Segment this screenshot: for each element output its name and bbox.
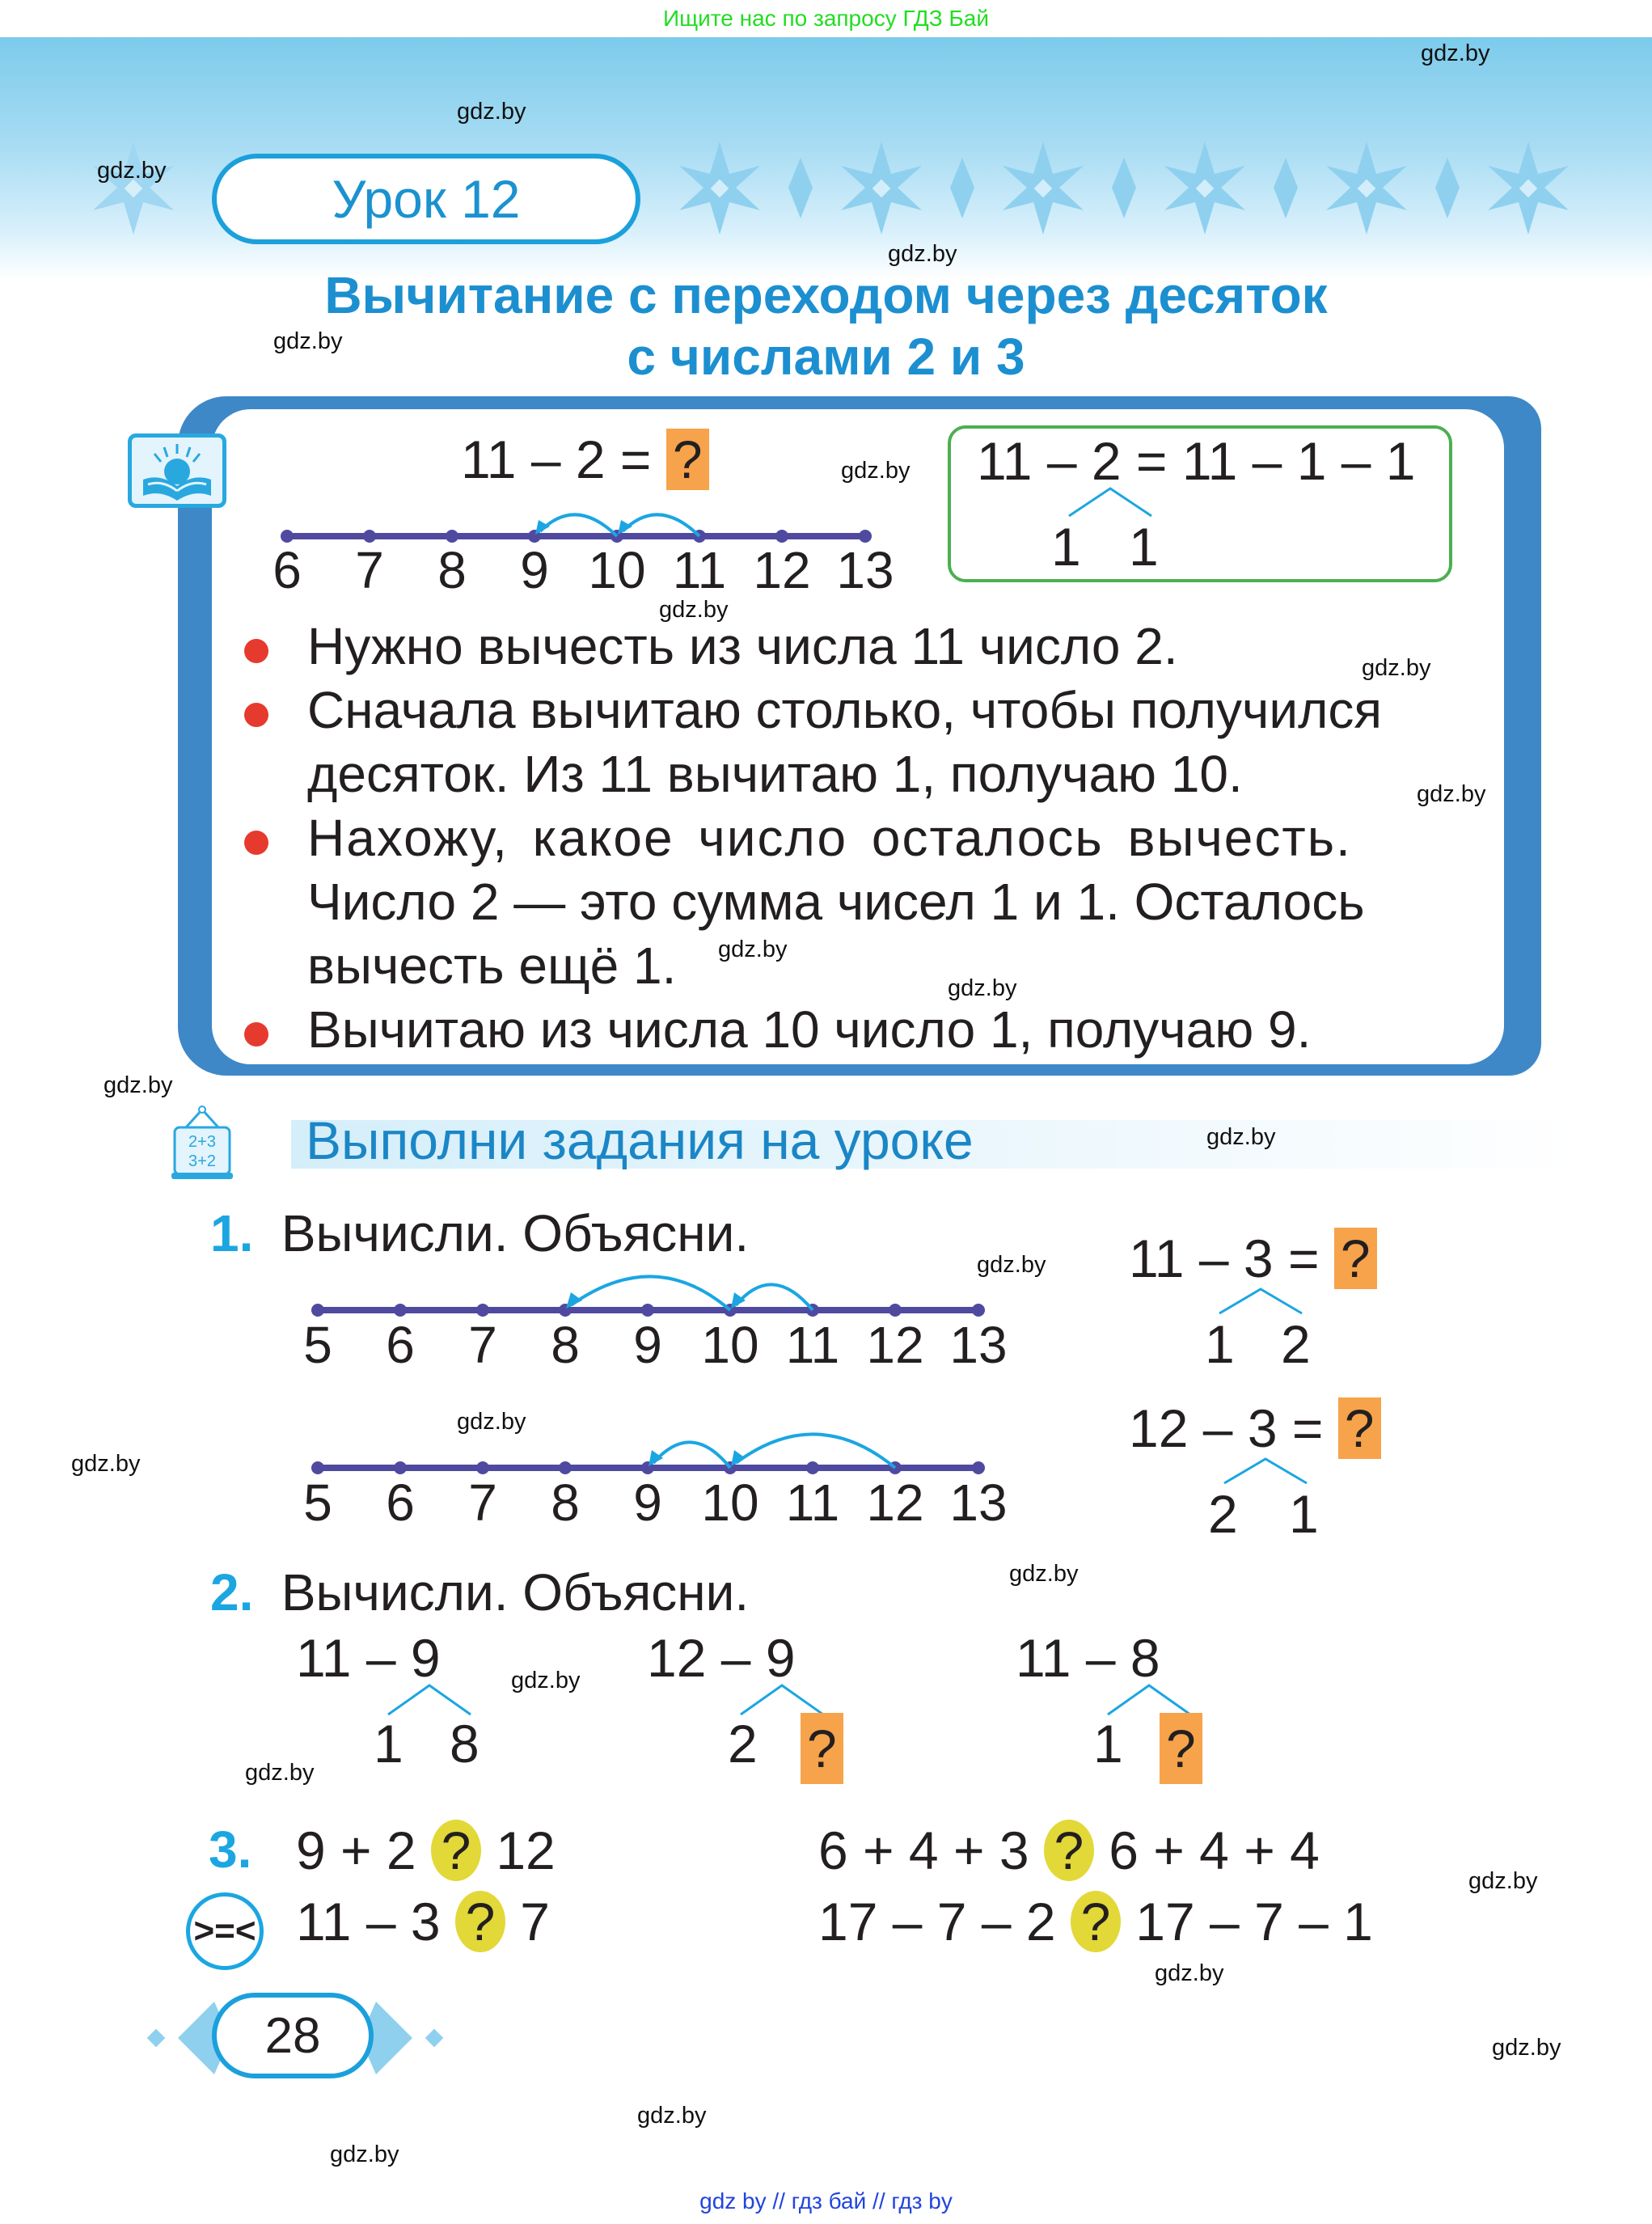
tick-label: 6 [273,541,302,599]
watermark: gdz.by [245,1760,315,1786]
number-line-rule [275,497,889,546]
tick-label: 8 [437,541,467,599]
equals: = [1291,1398,1324,1458]
bullet-text: Нахожу, какое число осталось вычесть. [307,809,1352,867]
tick-label: 10 [588,541,646,599]
watermark: gdz.by [1009,1561,1079,1587]
tick-label: 11 [785,1474,840,1532]
rule-bullets [234,615,1504,1062]
page-number [212,1993,374,2078]
operator: – [1085,1628,1116,1688]
top-banner [0,0,1652,37]
compare-signs-text: >=< [193,1911,256,1951]
compare-right: 6 + 4 + 4 [1109,1820,1320,1880]
page-number-text: 28 [264,2007,321,2064]
watermark: gdz.by [1206,1124,1276,1150]
bullet-item [234,998,1504,1062]
split-branch-icon [1221,1456,1310,1485]
task2-item-2 [647,1627,796,1689]
compare-right: 17 – 7 – 1 [1135,1892,1373,1951]
tick-label: 5 [303,1474,332,1532]
folk-ornament-band-icon [671,142,1577,235]
watermark: gdz.by [97,158,167,184]
operand: 3 [1247,1398,1278,1458]
watermark: gdz.by [718,937,788,962]
compare-row-4 [818,1891,1373,1952]
task2-item1-part-1: 1 [374,1714,403,1774]
watermark: gdz.by [457,99,526,125]
sun-book-icon [128,433,226,508]
task2-item-3 [1016,1627,1160,1689]
task1-eq1-part-1: 1 [1205,1314,1235,1374]
tick-label: 6 [386,1316,415,1374]
banner-text: Ищите нас по запросу ГДЗ Бай [662,6,990,31]
compare-row-2 [296,1891,550,1952]
operator: – [720,1628,751,1688]
split-branch-icon [1066,485,1155,518]
bullet-dot-icon [244,703,268,727]
tick-label: 12 [866,1316,924,1374]
tick-label: 7 [468,1474,497,1532]
bullet-text: Число 2 — это сумма чисел 1 и 1. Осталось [307,873,1365,931]
task2-item1-part-2: 8 [450,1714,480,1774]
watermark: gdz.by [330,2142,399,2167]
task-number: 2. [210,1563,254,1621]
tick-label: 10 [701,1316,759,1374]
compare-placeholder[interactable]: ? [1044,1820,1094,1881]
task1-eq2-part-1: 2 [1208,1484,1238,1544]
watermark: gdz.by [511,1668,581,1693]
watermark: gdz.by [659,597,729,623]
operand: 3 [1243,1228,1274,1288]
operator: – [1202,1398,1233,1458]
board-icon [170,1105,234,1182]
watermark: gdz.by [1468,1868,1538,1894]
tick-label: 9 [633,1316,662,1374]
watermark: gdz.by [273,328,343,354]
task2-item2-part-2[interactable] [801,1713,843,1784]
bullet-item [234,806,1504,998]
task-2-header [210,1562,749,1622]
tick-label: 6 [386,1474,415,1532]
operand: 12 [647,1628,707,1688]
decomposition-part-1: 1 [1051,517,1081,577]
tick-label: 8 [551,1474,580,1532]
page-title-line-2: с числами 2 и 3 [627,328,1025,386]
task-instruction: Вычисли. Объясни. [281,1204,750,1262]
task1-equation-1 [1129,1228,1377,1289]
compare-placeholder[interactable]: ? [1071,1891,1121,1952]
rule-equation [461,429,709,490]
watermark: gdz.by [1417,781,1486,807]
operand: 11 [1129,1228,1185,1288]
lesson-label-text: Урок 12 [332,169,521,229]
tick-label: 11 [785,1316,840,1374]
split-branch-icon [1216,1286,1305,1315]
compare-left: 9 + 2 [296,1820,416,1880]
number-line-task1-b [307,1411,987,1476]
watermark: gdz.by [71,1451,141,1477]
compare-right: 7 [520,1892,551,1951]
tick-label: 9 [520,541,549,599]
tick-label: 8 [551,1316,580,1374]
compare-right: 12 [496,1820,556,1880]
compare-row-3 [818,1820,1320,1881]
number-line-task1-a-labels [303,1315,1008,1380]
answer-placeholder[interactable]: ? [1334,1228,1377,1289]
split-branch-icon [1105,1682,1194,1716]
decomposition-expression: 11 – 2 = 11 – 1 – 1 [977,431,1416,491]
task2-item-1 [296,1627,441,1689]
task1-eq1-part-2: 2 [1281,1314,1311,1374]
answer-placeholder[interactable]: ? [666,429,709,490]
operand: 11 [296,1628,352,1688]
bullet-item [234,679,1504,806]
bullet-dot-icon [244,639,268,663]
watermark: gdz.by [1155,1960,1224,1986]
operand: 9 [765,1628,796,1688]
watermark: gdz.by [104,1072,173,1098]
bullet-dot-icon [244,831,268,855]
operator: – [1198,1228,1229,1288]
split-branch-icon [385,1682,474,1716]
footer-links[interactable]: gdz by // гдз бай // гдз by [699,2188,953,2213]
task1-equation-2 [1129,1397,1381,1459]
watermark: gdz.by [977,1252,1046,1278]
task-number: 1. [210,1204,254,1262]
number-line-task1-b-labels [303,1473,1008,1537]
watermark: gdz.by [1421,40,1490,66]
equals: = [1287,1228,1320,1288]
task2-item2-part-1: 2 [728,1714,758,1774]
tick-label: 12 [753,541,811,599]
tick-label: 7 [468,1316,497,1374]
page-title-line-1: Вычитание с переходом через десяток [324,266,1328,324]
answer-placeholder[interactable]: ? [1160,1713,1202,1784]
bullet-item [234,615,1504,679]
watermark: gdz.by [888,241,957,267]
bullet-text: Нужно вычесть из числа 11 число 2. [307,617,1178,675]
bullet-dot-icon [244,1022,268,1046]
operand: 12 [1129,1398,1189,1458]
split-branch-icon [737,1682,826,1716]
compare-left: 17 – 7 – 2 [818,1892,1056,1951]
tick-label: 12 [866,1474,924,1532]
board-icon-line: 2+3 [188,1133,216,1151]
compare-placeholder[interactable]: ? [455,1891,505,1952]
watermark: gdz.by [457,1409,526,1435]
task-instruction: Вычисли. Объясни. [281,1563,750,1621]
lesson-label [212,154,640,244]
section-title: Выполни задания на уроке [306,1110,974,1170]
operand: 8 [1130,1628,1160,1688]
tick-label: 10 [701,1474,759,1532]
tick-label: 11 [672,541,727,599]
bullet-text: вычесть ещё 1. [307,937,677,995]
compare-placeholder[interactable]: ? [431,1820,481,1881]
answer-placeholder[interactable]: ? [801,1713,843,1784]
number-line-task1-a [307,1254,987,1318]
compare-left: 11 – 3 [296,1892,441,1951]
watermark: gdz.by [637,2103,707,2129]
bullet-text: Сначала вычитаю столько, чтобы получился [307,681,1383,739]
watermark: gdz.by [1362,655,1431,681]
compare-row-1 [296,1820,556,1881]
rule-equation-text: 11 – 2 = [461,429,652,489]
tick-label: 5 [303,1316,332,1374]
operand: 11 [1016,1628,1071,1688]
compare-signs-icon [186,1892,264,1970]
watermark: gdz.by [948,975,1017,1001]
decomposition-part-2: 1 [1129,517,1159,577]
answer-placeholder[interactable]: ? [1338,1397,1381,1459]
watermark: gdz.by [1492,2035,1561,2061]
operator: – [365,1628,396,1688]
compare-left: 6 + 4 + 3 [818,1820,1029,1880]
watermark: gdz.by [841,458,911,484]
snowflake-ornament-icon [85,142,182,235]
task-3-number: 3. [209,1820,252,1879]
bullet-text: десяток. Из 11 вычитаю 1, получаю 10. [307,745,1243,803]
number-line-rule-labels [273,540,902,605]
tick-label: 13 [949,1474,1008,1532]
task1-eq2-part-2: 1 [1289,1484,1319,1544]
tick-label: 13 [836,541,894,599]
task2-item3-part-2[interactable] [1160,1713,1202,1784]
tick-label: 9 [633,1474,662,1532]
board-icon-line: 3+2 [188,1152,216,1170]
operand: 9 [410,1628,441,1688]
tick-label: 7 [355,541,384,599]
bullet-text: Вычитаю из числа 10 число 1, получаю 9. [307,1000,1312,1059]
tick-label: 13 [949,1316,1008,1374]
task2-item3-part-1: 1 [1093,1714,1123,1774]
